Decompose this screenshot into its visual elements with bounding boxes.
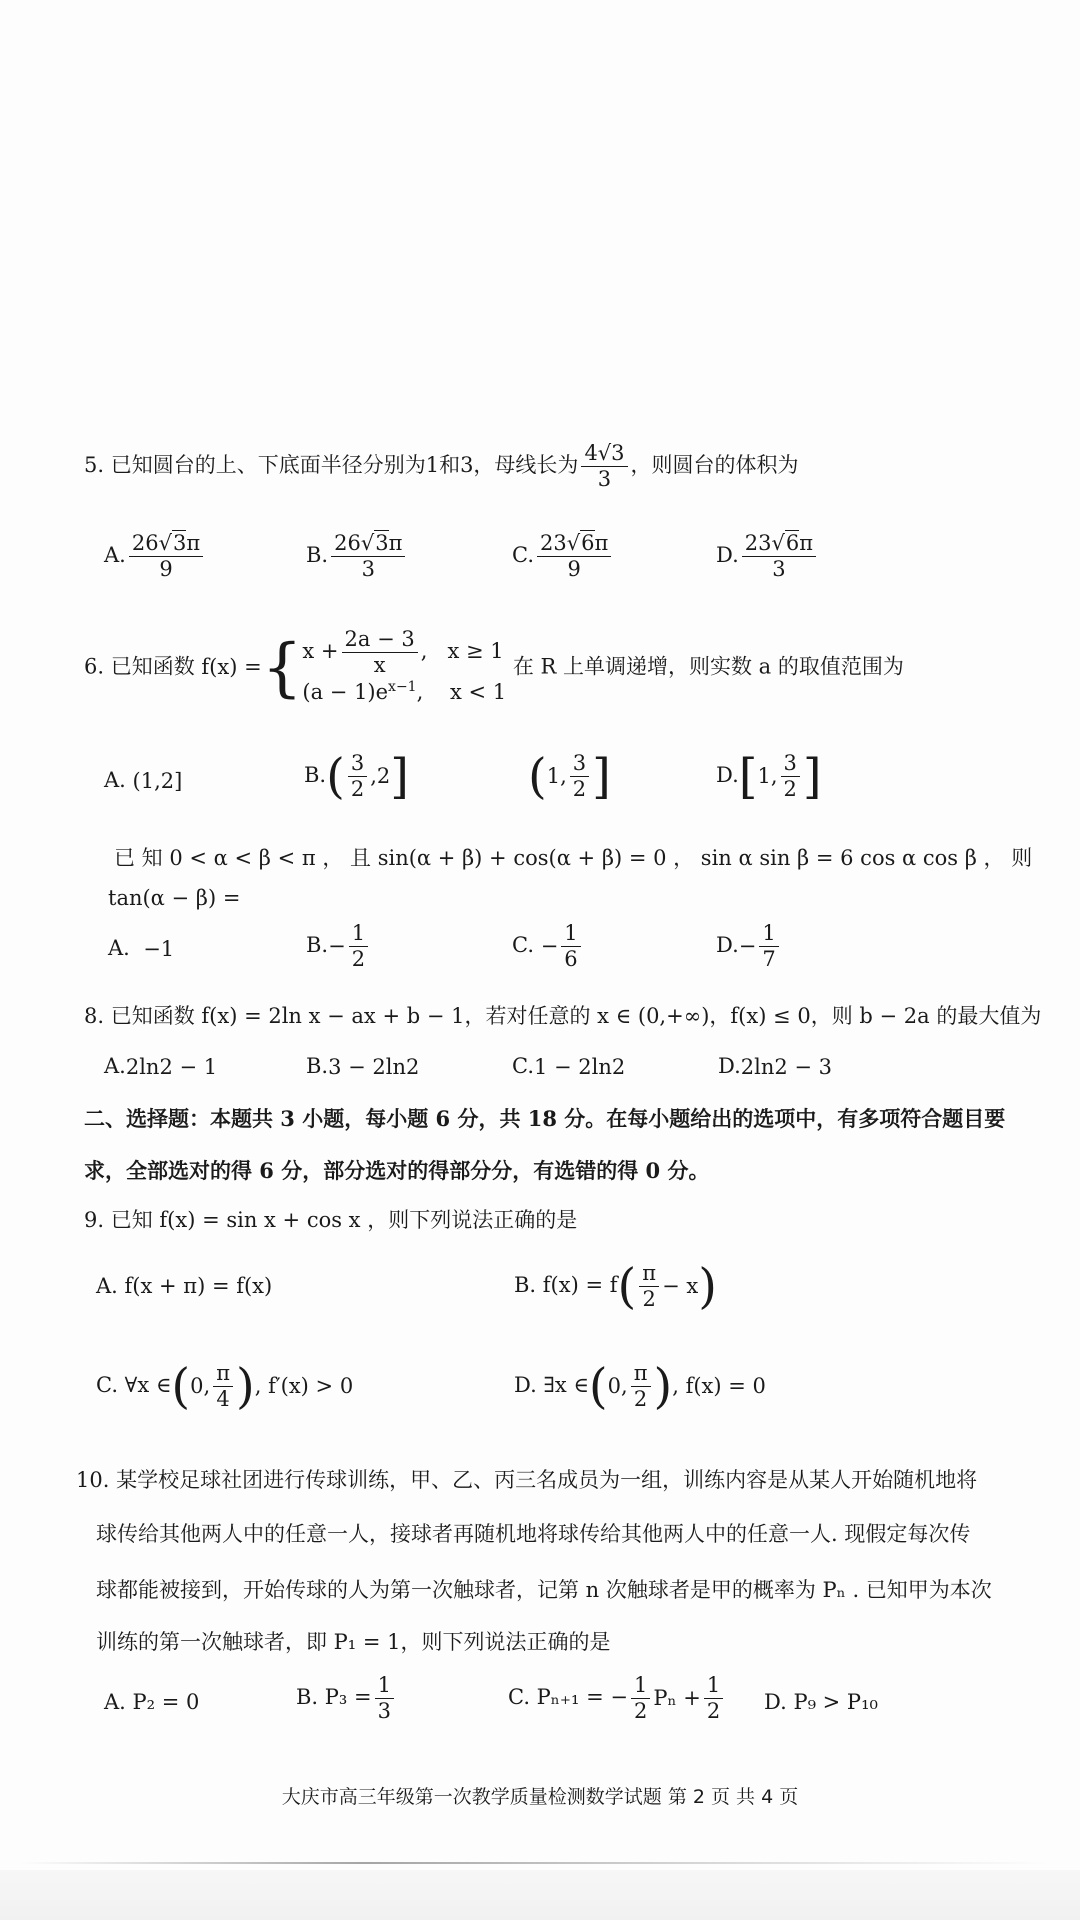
- q5-option-b: B. $\frac{26√3\pi}{3}$: [306, 532, 408, 581]
- q10-option-a: A. P₂ = 0: [104, 1690, 200, 1714]
- q6-brace: {: [261, 630, 303, 705]
- q10-line4: 训练的第一次触球者，即 P₁ = 1，则下列说法正确的是: [96, 1630, 611, 1654]
- scan-edge-line: [20, 1862, 1050, 1864]
- q8-option-a: A.2ln2 − 1: [104, 1054, 218, 1079]
- q6-option-c: (1, $\frac{3}{2}$ ]: [528, 748, 611, 805]
- q7-option-d: D.− $\frac{1}{7}$: [716, 922, 782, 971]
- q10-line2: 球传给其他两人中的任意一人，接球者再随机地将球传给其他两人中的任意一人. 现假定每次传: [96, 1522, 971, 1546]
- q5-stem-fraction: $\frac{4√3}{3}$: [581, 442, 627, 491]
- q7-option-a: A. −1: [108, 936, 175, 961]
- q10-option-b: B. P₃ = $\frac{1}{3}$: [296, 1674, 397, 1723]
- q10-line3: 球都能被接到，开始传球的人为第一次触球者，记第 n 次触球者是甲的概率为 Pₙ . 已知甲为本次: [96, 1578, 992, 1602]
- q8-option-b: B.3 − 2ln2: [306, 1054, 420, 1079]
- q5-option-a: A. $\frac{26√3\pi}{9}$: [104, 532, 206, 581]
- q7-option-c: C. − $\frac{1}{6}$: [512, 922, 584, 971]
- q8-option-d: D.2ln2 − 3: [718, 1054, 833, 1079]
- page-footer: 大庆市高三年级第一次教学质量检测数学试题 第 2 页 共 4 页: [281, 1786, 799, 1808]
- q6-piecewise: x + $\frac{2a - 3}{x}$ , x ≥ 1 $(a - 1)e^{x-1}$, x < 1: [302, 627, 507, 705]
- scan-bottom-margin: [0, 1870, 1080, 1920]
- q8-option-c: C.1 − 2ln2: [512, 1054, 626, 1079]
- q10-line1: 10. 某学校足球社团进行传球训练，甲、乙、丙三名成员为一组，训练内容是从某人开始随机地将: [76, 1468, 978, 1492]
- q6-option-b: B.( $\frac{3}{2}$ ,2]: [304, 748, 409, 805]
- q7-line1: 已 知 0 < α < β < π ， 且 sin(α + β) + cos(α + β) = 0 ， sin α sin β = 6 cos α cos β ， 则: [114, 846, 1033, 870]
- q9-option-c: C. ∀x ∈(0, $\frac{\pi}{4}$ ), f′(x) > 0: [96, 1358, 354, 1415]
- q9-option-a: A. f(x + π) = f(x): [96, 1274, 273, 1298]
- q6-option-a: A. (1,2]: [104, 768, 183, 793]
- section2-line2: 求，全部选对的得 6 分，部分选对的得部分分，有选错的得 0 分。: [84, 1158, 710, 1183]
- q7-line2: tan(α − β) =: [108, 886, 241, 910]
- q6-stem: 6. 已知函数 f(x) ={ x + $\frac{2a - 3}{x}$ , x ≥ 1 $(a - 1)e^{x-1}$, x < 1 在 R 上单调递增，则实数 a 的取值范围为: [84, 628, 904, 708]
- q9-stem: 9. 已知 f(x) = sin x + cos x ，则下列说法正确的是: [84, 1208, 578, 1232]
- q9-option-d: D. ∃x ∈(0, $\frac{\pi}{2}$ ), f(x) = 0: [514, 1358, 766, 1415]
- q10-option-d: D. P₉ > P₁₀: [764, 1690, 878, 1714]
- section2-line1: 二、选择题：本题共 3 小题，每小题 6 分，共 18 分。在每小题给出的选项中，有多项符合题目要: [84, 1106, 1006, 1131]
- q8-stem: 8. 已知函数 f(x) = 2ln x − ax + b − 1，若对任意的 x ∈ (0,+∞)，f(x) ≤ 0，则 b − 2a 的最大值为: [84, 1004, 1042, 1028]
- q5-option-c: C. $\frac{23√6\pi}{9}$: [512, 532, 614, 581]
- q5-stem: [84, 442, 799, 491]
- q10-option-c: C. Pₙ₊₁ = − $\frac{1}{2}$ Pₙ + $\frac{1}{2}$: [508, 1674, 726, 1723]
- q5-stem-a: 5. 已知圆台的上、下底面半径分别为1和3，母线长为: [84, 453, 579, 478]
- q9-option-b: B. f(x) = f( $\frac{\pi}{2}$ − x): [514, 1258, 717, 1315]
- q5-option-d: D. $\frac{23√6\pi}{3}$: [716, 532, 819, 581]
- q6-option-d: D.[1, $\frac{3}{2}$ ]: [716, 748, 822, 805]
- q7-option-b: B.− $\frac{1}{2}$: [306, 922, 371, 971]
- q5-stem-b: ，则圆台的体积为: [630, 453, 799, 478]
